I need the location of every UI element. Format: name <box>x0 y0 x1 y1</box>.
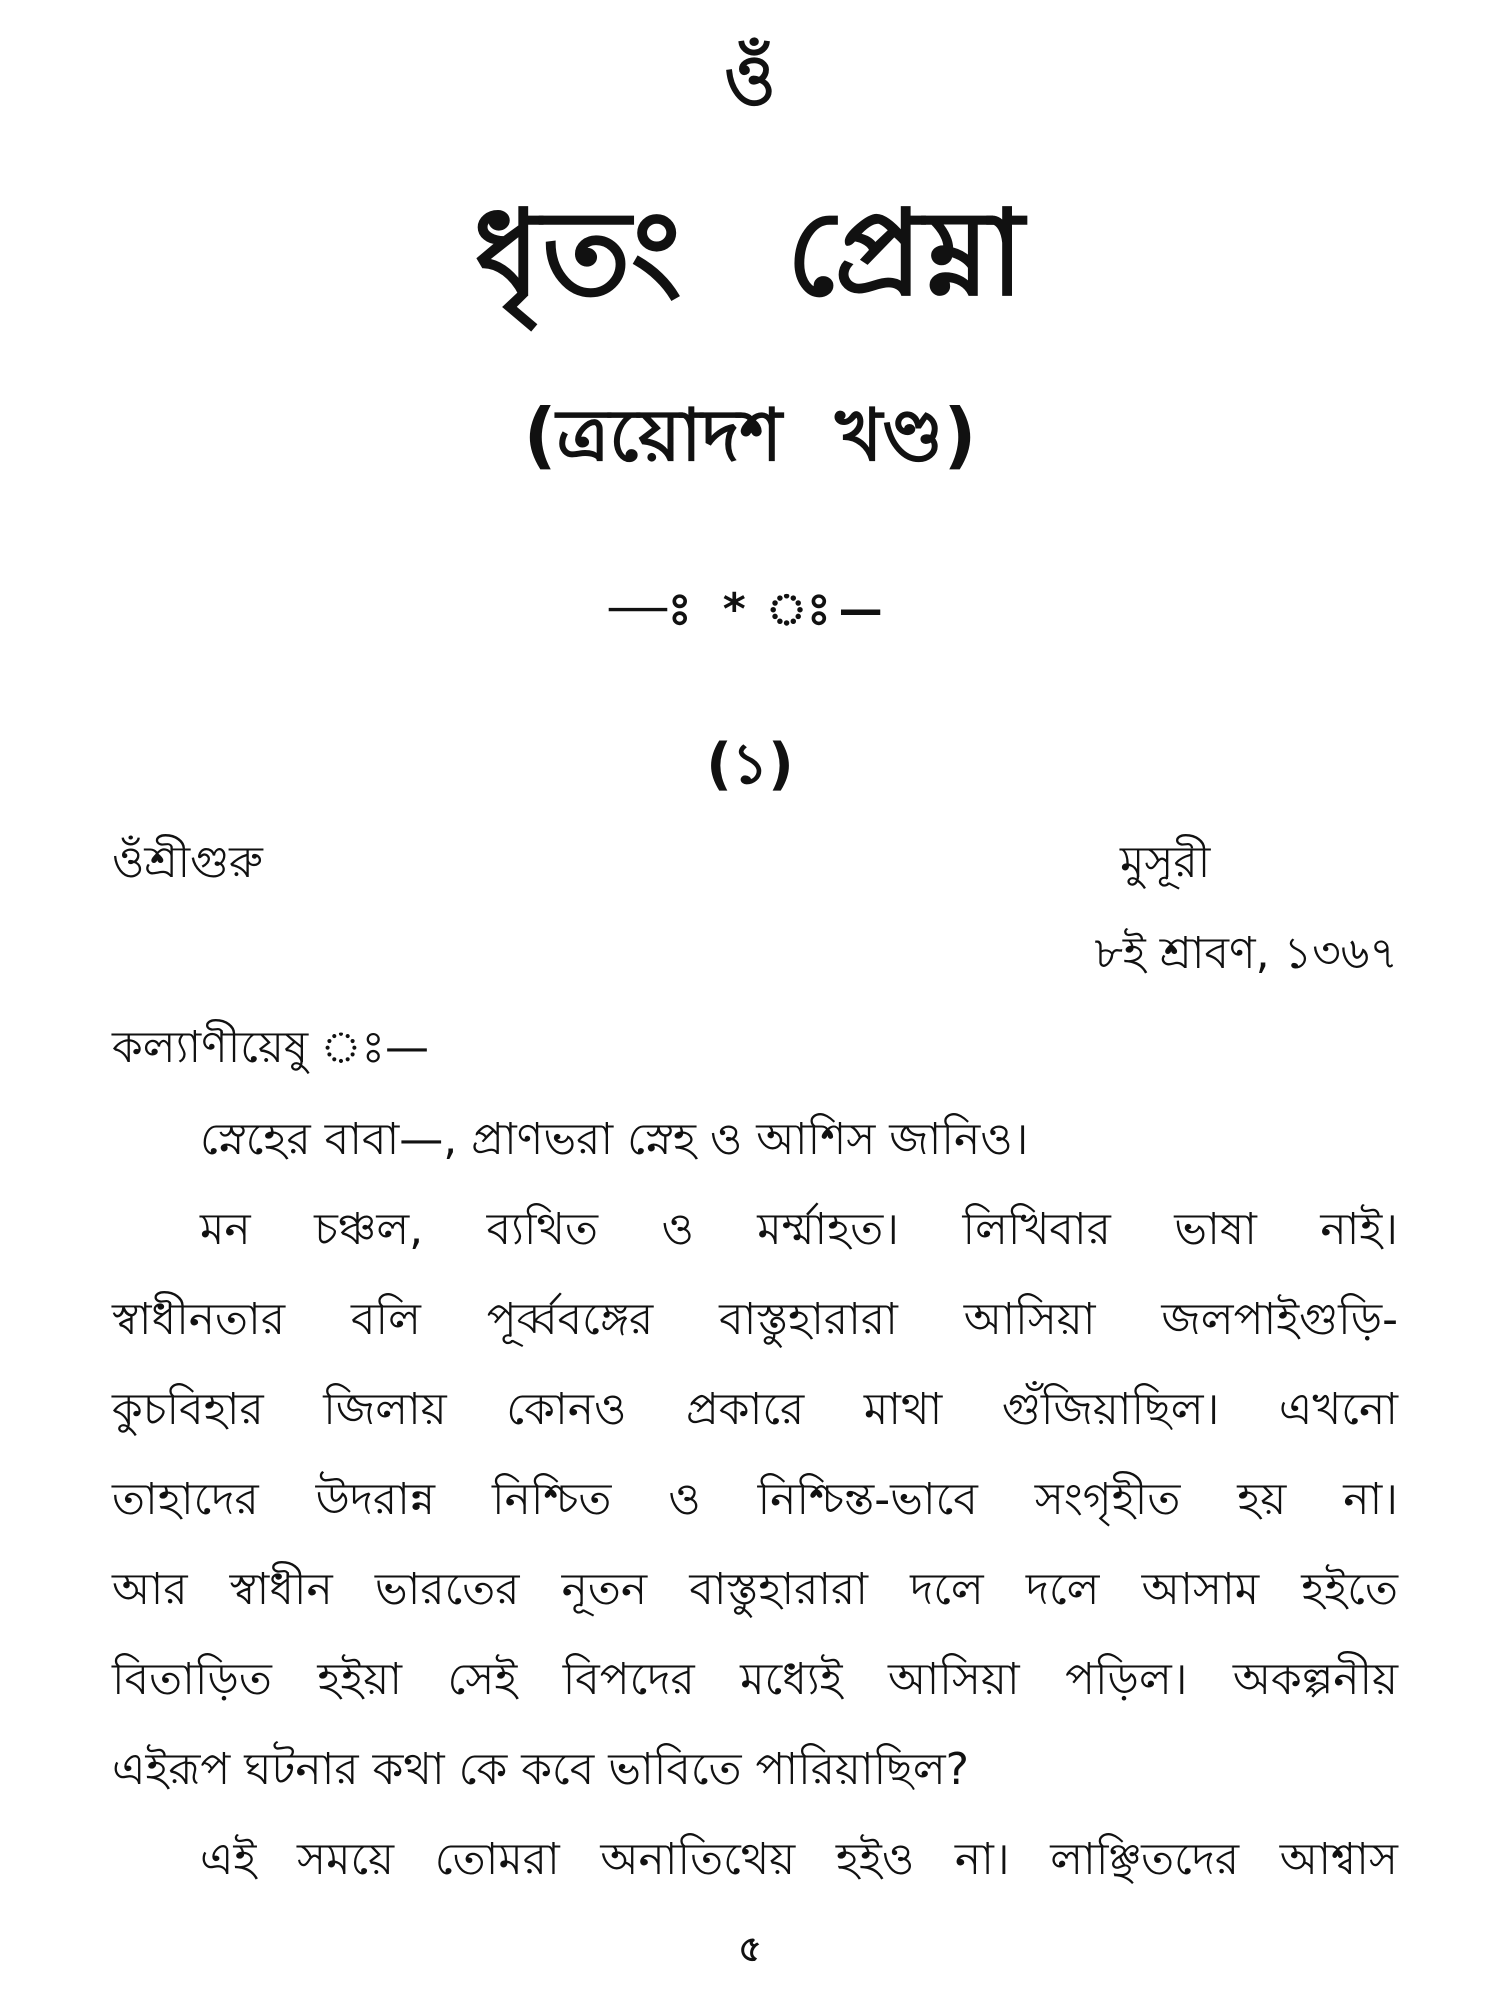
volume-subtitle: (ত্রয়োদশ খণ্ড) <box>523 393 977 477</box>
om-symbol: ওঁ <box>724 39 776 121</box>
letter-line: আর স্বাধীন ভারতের নূতন বাস্তুহারারা দলে দলে আসাম হইতে <box>112 1564 1398 1615</box>
letter-addressee: কল্যাণীয়েষু ঃ— <box>112 1022 429 1073</box>
letter-line: এই সময়ে তোমরা অনাতিথেয় হইও না। লাঞ্ছিতদের আশ্বাস <box>200 1834 1398 1885</box>
letter-line: স্নেহের বাবা—, প্রাণভরা স্নেহ ও আশিস জানিও। <box>200 1114 1029 1165</box>
page-number: ৫ <box>738 1929 762 1970</box>
invocation-salutation: ওঁশ্রীগুরু <box>112 837 263 888</box>
book-title: ধৃতং প্রেম্না <box>474 184 1026 322</box>
letter-line: এইরূপ ঘটনার কথা কে কবে ভাবিতে পারিয়াছিল? <box>112 1744 969 1795</box>
letter-line: তাহাদের উদরান্ন নিশ্চিত ও নিশ্চিন্ত-ভাবে সংগৃহীত হয় না। <box>112 1474 1398 1525</box>
letter-line: স্বাধীনতার বলি পূর্ব্ববঙ্গের বাস্তুহারারা আসিয়া জলপাইগুড়ি- <box>112 1294 1398 1345</box>
letter-place: মুসূরী <box>1120 837 1211 888</box>
letter-line: কুচবিহার জিলায় কোনও প্রকারে মাথা গুঁজিয়াছিল। এখনো <box>112 1384 1398 1435</box>
letter-number: (১) <box>706 732 794 797</box>
letter-line: বিতাড়িত হইয়া সেই বিপদের মধ্যেই আসিয়া পড়িল। অকল্পনীয় <box>112 1654 1398 1705</box>
section-ornament: —ঃ * ঃ— <box>609 584 891 635</box>
letter-line: মন চঞ্চল, ব্যথিত ও মর্ম্মাহত। লিখিবার ভাষা নাই। <box>200 1204 1398 1255</box>
letter-date: ৮ই শ্রাবণ, ১৩৬৭ <box>1094 928 1398 979</box>
